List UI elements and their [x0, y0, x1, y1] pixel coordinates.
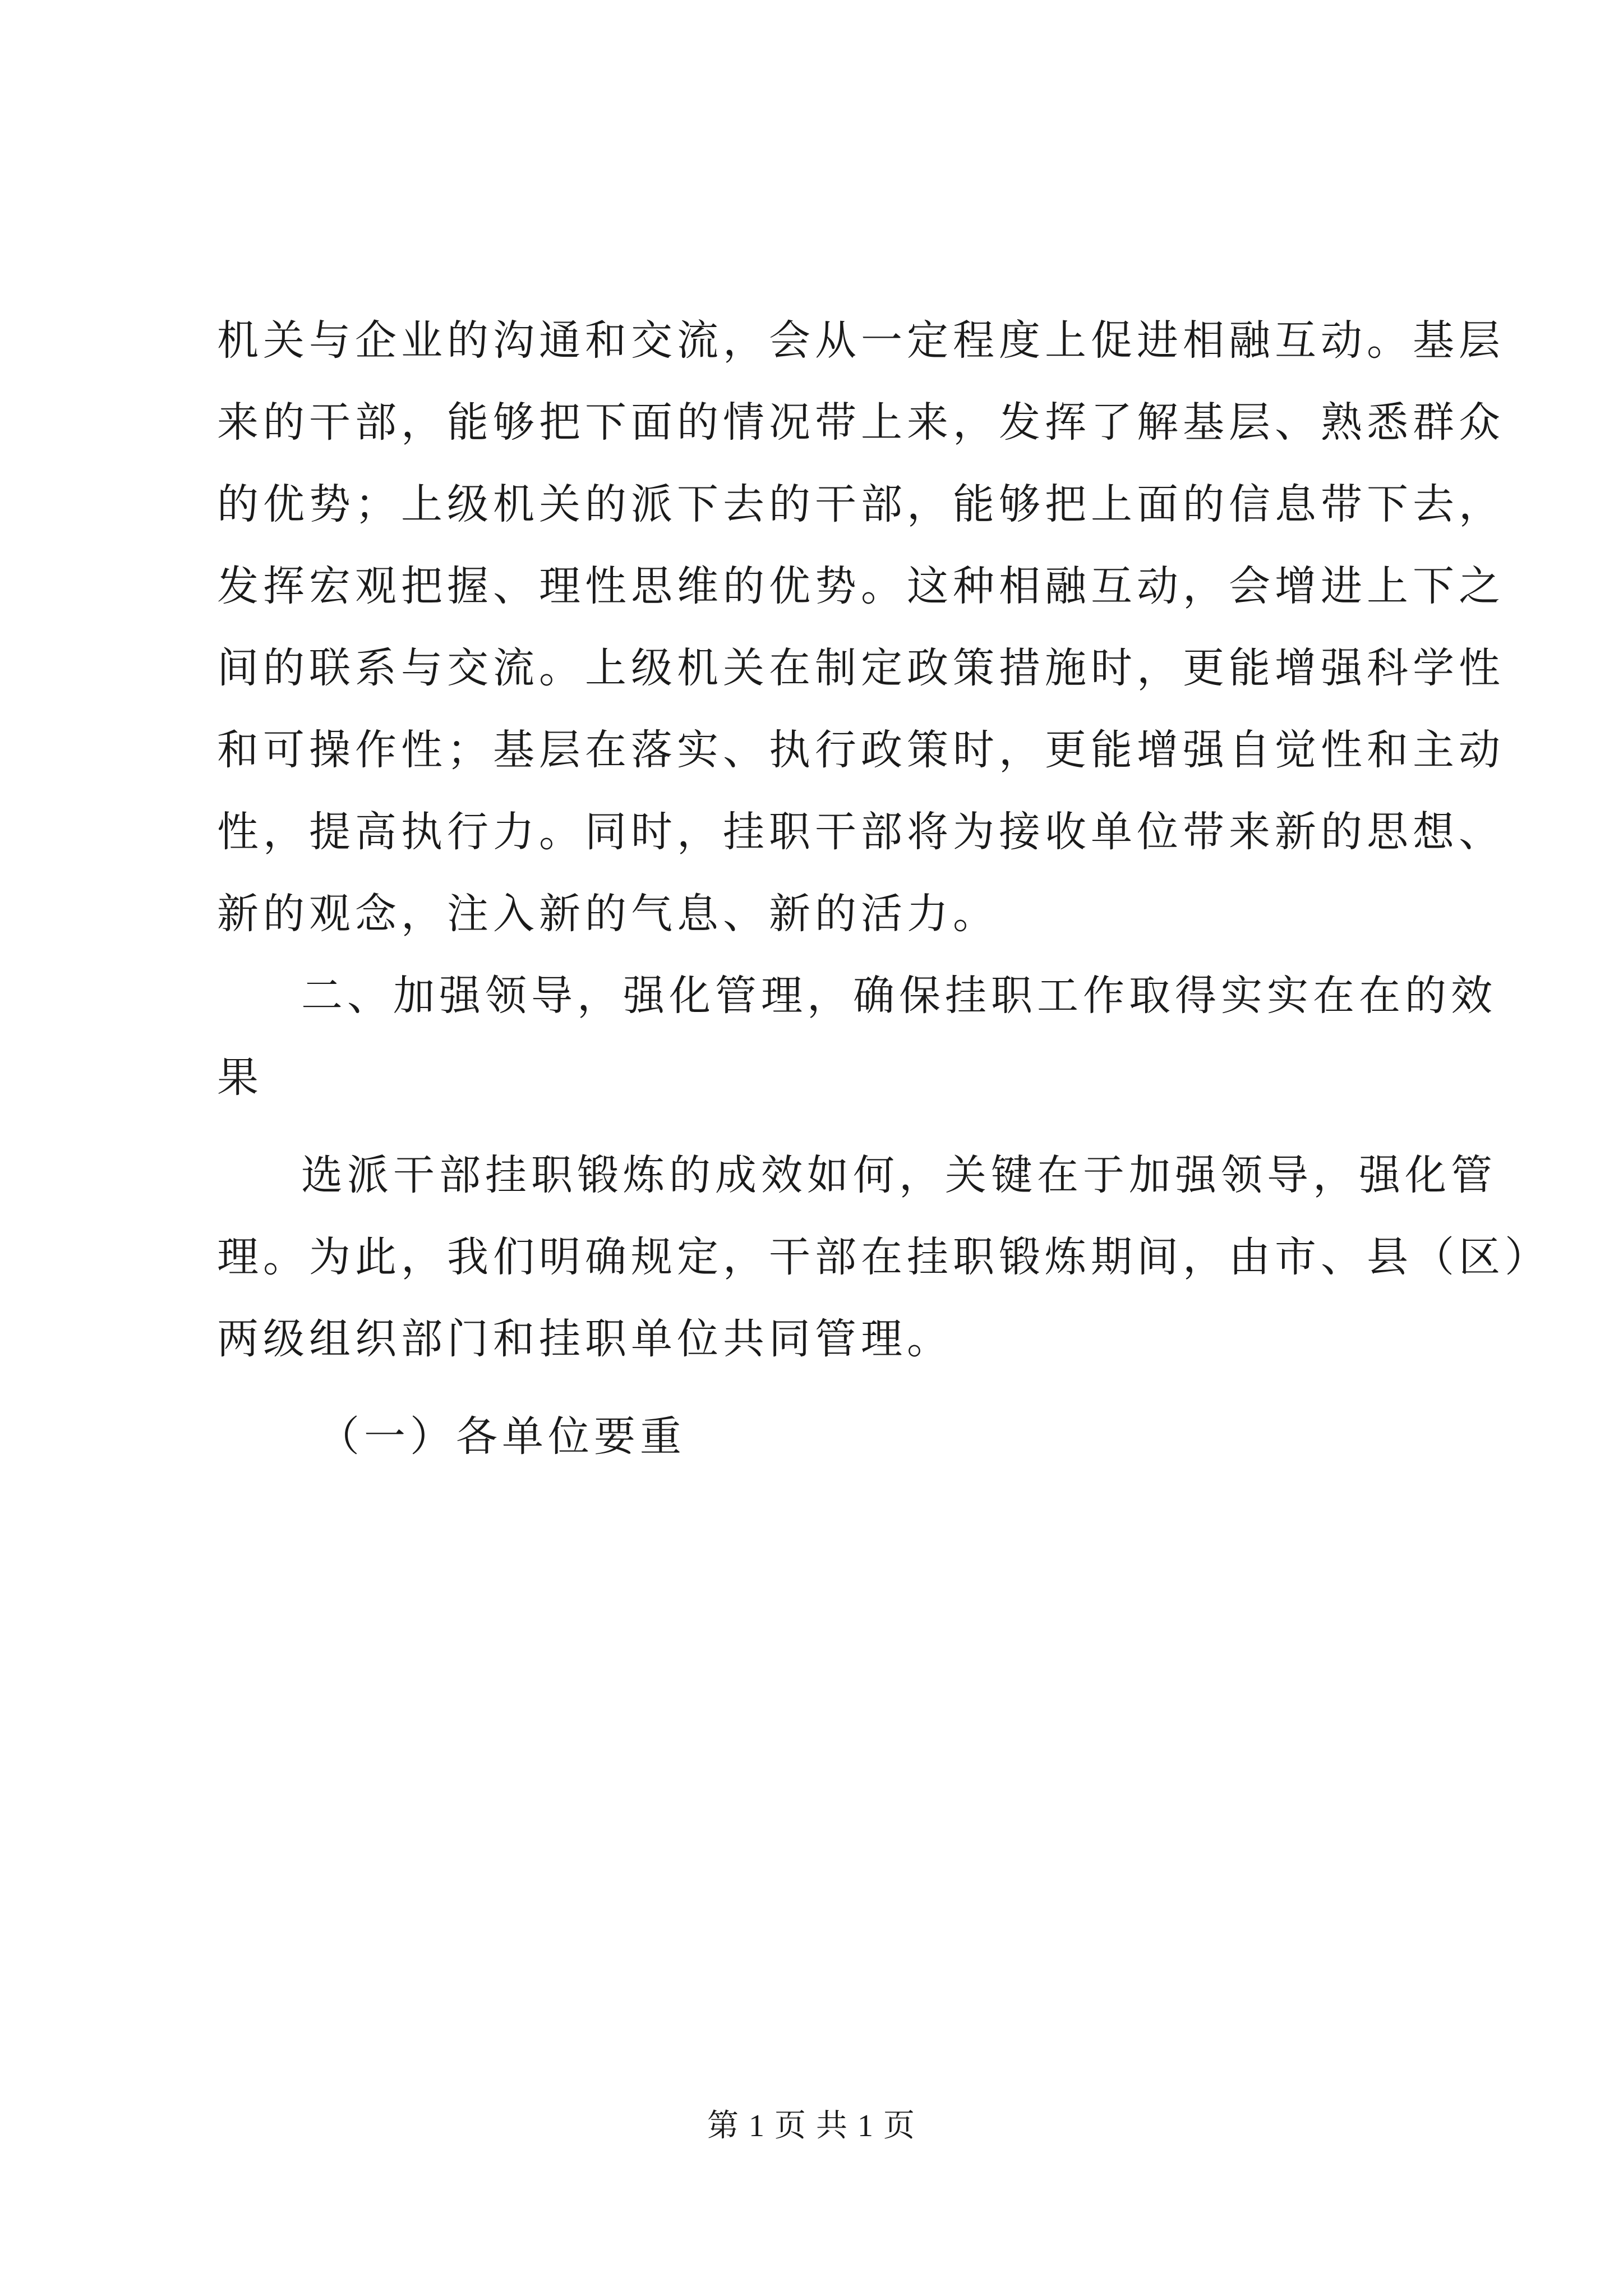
text-line: 和可操作性；基层在落实、执行政策时，更能增强自觉性和主动	[217, 726, 1505, 774]
text-line: 间的联系与交流。上级机关在制定政策措施时，更能增强科学性	[217, 644, 1505, 692]
text-line: 选派干部挂职锻炼的成效如何，关键在于加强领导，强化管	[301, 1151, 1497, 1199]
text-line: 两级组织部门和挂职单位共同管理。	[217, 1315, 953, 1363]
page-footer: 第 1 页 共 1 页	[707, 2109, 916, 2143]
section-heading-continued: 果	[217, 1053, 263, 1102]
text-line: 性，提高执行力。同时，挂职干部将为接收单位带来新的思想、	[217, 808, 1505, 856]
text-line: 来的干部，能够把下面的情况带上来，发挥了解基层、熟悉群众	[217, 398, 1505, 447]
text-line: 新的观念，注入新的气息、新的活力。	[217, 890, 999, 938]
subsection-heading: （一）各单位要重	[318, 1412, 686, 1461]
text-line: 发挥宏观把握、理性思维的优势。这种相融互动，会增进上下之	[217, 562, 1505, 610]
text-line: 的优势；上级机关的派下去的干部，能够把上面的信息带下去，	[217, 480, 1505, 528]
paragraph-spacer	[217, 1380, 1412, 1396]
text-line: 机关与企业的沟通和交流，会从一定程度上促进相融互动。基层	[217, 316, 1505, 365]
paragraph-spacer	[217, 1119, 1412, 1134]
document-body	[217, 300, 1551, 1478]
text-line: 理。为此，我们明确规定，干部在挂职锻炼期间，由市、县（区）	[217, 1233, 1551, 1281]
section-heading: 二、加强领导，强化管理，确保挂职工作取得实实在在的效	[301, 972, 1497, 1020]
